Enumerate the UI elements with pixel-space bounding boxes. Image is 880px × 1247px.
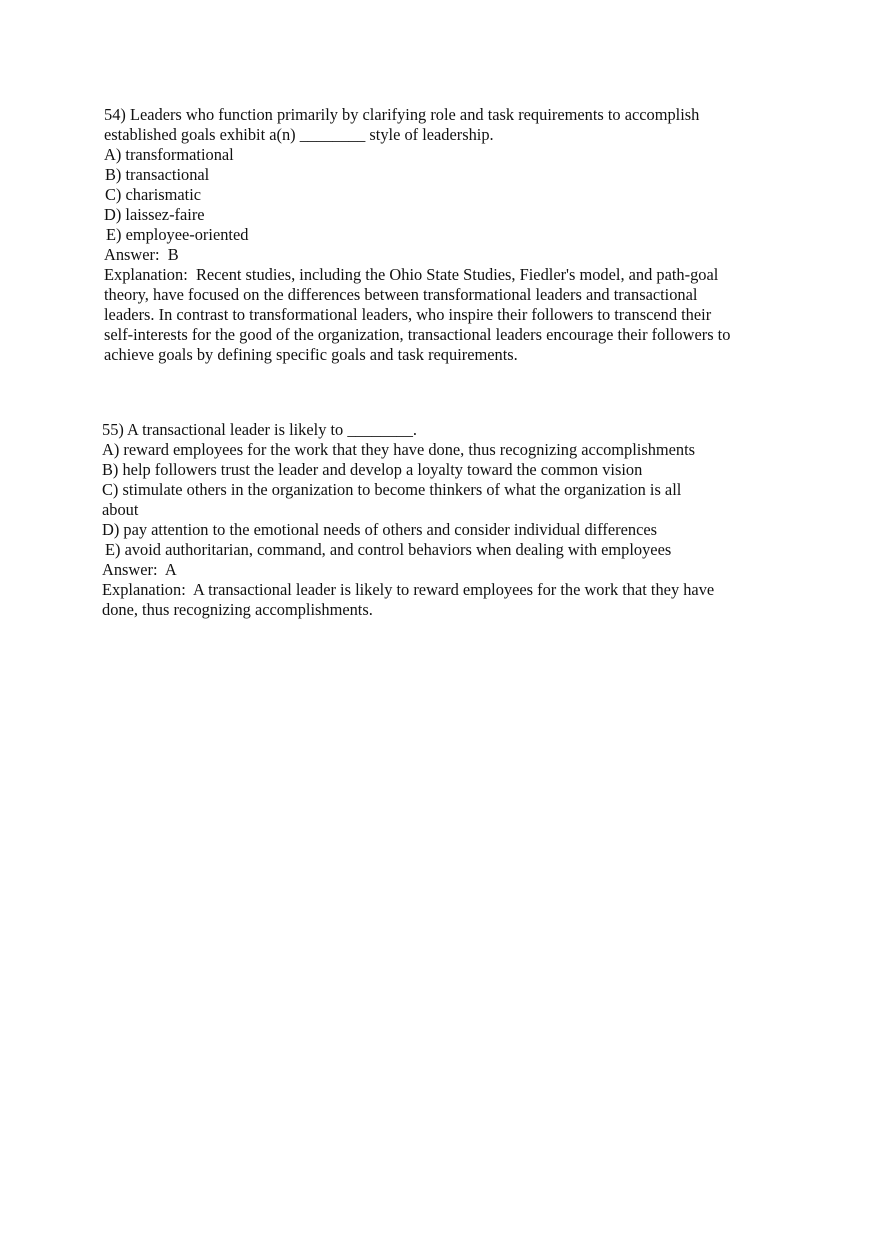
answer-option-e: E) employee-oriented — [106, 225, 249, 244]
explanation-line: leaders. In contrast to transformational leaders, who inspire their followers to transcend their — [104, 305, 712, 324]
explanation-line: Explanation: A transactional leader is likely to reward employees for the work that they have — [102, 580, 715, 599]
answer-option-c-continued: about — [102, 500, 139, 519]
question-stem-line: 55) A transactional leader is likely to ________. — [102, 420, 417, 439]
question-stem-line: 54) Leaders who function primarily by clarifying role and task requirements to accomplish — [104, 105, 700, 124]
answer-key: Answer: B — [104, 245, 179, 264]
answer-option-a: A) transformational — [104, 145, 234, 164]
answer-option-d: D) laissez-faire — [104, 205, 205, 224]
explanation-line: self-interests for the good of the organization, transactional leaders encourage their followers to — [104, 325, 731, 344]
answer-option-c: C) charismatic — [105, 185, 202, 204]
explanation-line: theory, have focused on the differences between transformational leaders and transactional — [104, 285, 698, 304]
explanation-line: achieve goals by defining specific goals and task requirements. — [104, 345, 518, 364]
question-55 — [102, 420, 782, 620]
explanation-line: done, thus recognizing accomplishments. — [102, 600, 373, 619]
question-stem-line: established goals exhibit a(n) ________ style of leadership. — [104, 125, 494, 144]
answer-option-d: D) pay attention to the emotional needs of others and consider individual differences — [102, 520, 657, 539]
answer-option-a: A) reward employees for the work that they have done, thus recognizing accomplishments — [102, 440, 696, 459]
answer-option-b: B) transactional — [105, 165, 210, 184]
answer-option-b: B) help followers trust the leader and develop a loyalty toward the common vision — [102, 460, 643, 479]
explanation-line: Explanation: Recent studies, including the Ohio State Studies, Fiedler's model, and path-goal — [104, 265, 719, 284]
answer-option-c: C) stimulate others in the organization to become thinkers of what the organization is all — [102, 480, 682, 499]
answer-option-e: E) avoid authoritarian, command, and control behaviors when dealing with employees — [105, 540, 672, 559]
question-54 — [104, 105, 784, 365]
answer-key: Answer: A — [102, 560, 177, 579]
